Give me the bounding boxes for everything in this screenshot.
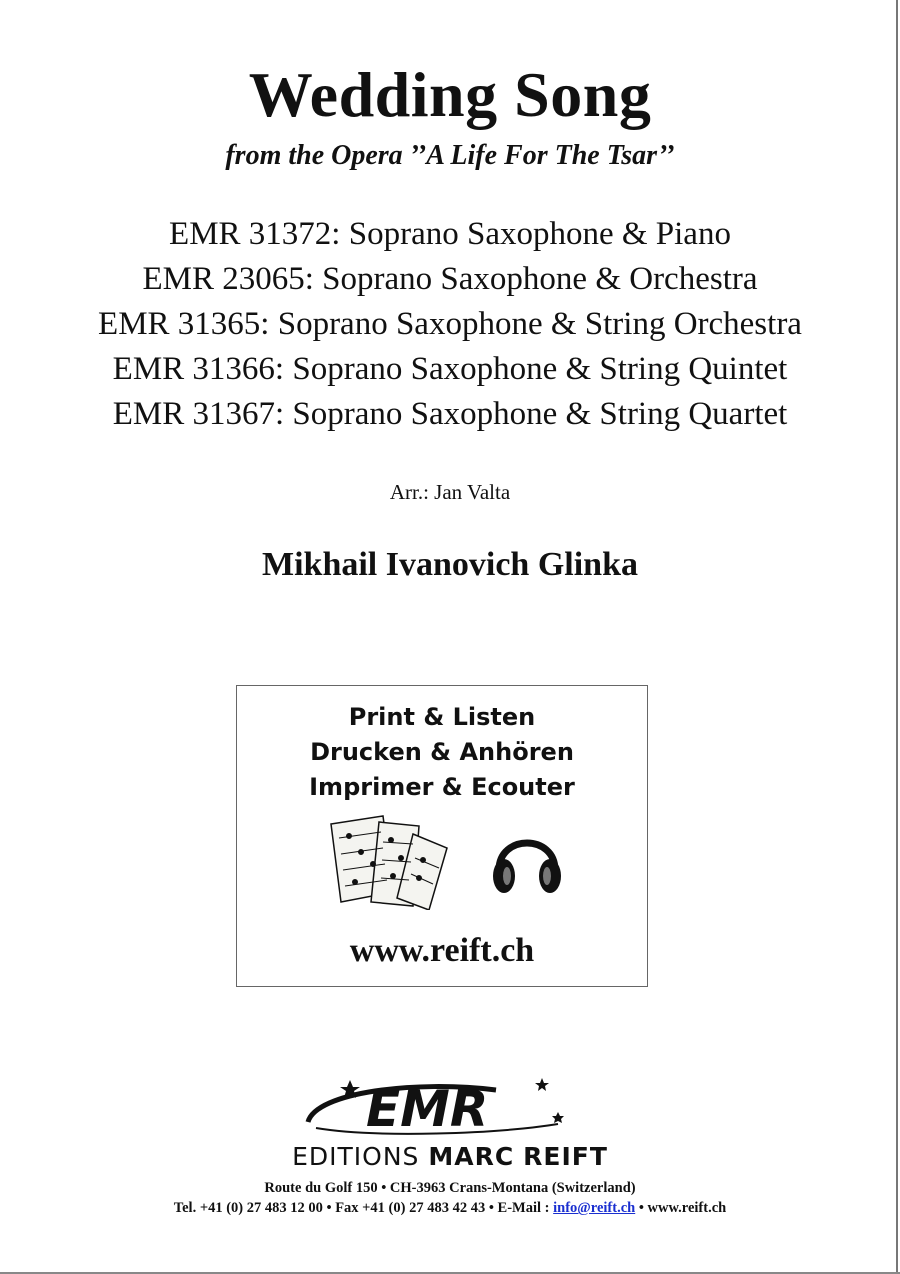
promo-line: Print & Listen [348, 703, 536, 731]
promo-url[interactable]: www.reift.ch [349, 932, 535, 969]
promo-line: Drucken & Anhören [310, 738, 574, 766]
contact-website: • www.reift.ch [635, 1200, 727, 1216]
svg-text:EMR: EMR [366, 1080, 489, 1138]
publisher-name-part: REIFT [523, 1142, 608, 1171]
page-subtitle: from the Opera ’’A Life For The Tsar’’ [225, 140, 675, 171]
sheet-music-icon [327, 814, 467, 910]
edition-item: EMR 31367: Soprano Saxophone & String Quartet [112, 396, 788, 432]
edition-item: EMR 31365: Soprano Saxophone & String Orchestra [98, 306, 802, 342]
promo-icons [237, 814, 647, 910]
edition-list [0, 212, 900, 437]
star-icon [552, 1112, 564, 1123]
emr-logo [296, 1072, 576, 1142]
publisher-name [0, 1142, 900, 1171]
publisher-name-part: EDITIONS [292, 1142, 420, 1171]
composer-name: Mikhail Ivanovich Glinka [262, 546, 638, 583]
publisher-name-part: MARC [428, 1142, 515, 1171]
print-listen-box[interactable] [236, 685, 648, 987]
email-link[interactable]: info@reift.ch [553, 1200, 636, 1216]
publisher-contact [0, 1200, 900, 1217]
promo-line: Imprimer & Ecouter [309, 773, 575, 801]
promo-text [237, 700, 647, 805]
headphones-icon [487, 820, 567, 900]
edition-item: EMR 31366: Soprano Saxophone & String Quintet [112, 351, 788, 387]
edition-item: EMR 23065: Soprano Saxophone & Orchestra [142, 261, 758, 297]
arranger-credit: Arr.: Jan Valta [389, 480, 511, 504]
edition-item: EMR 31372: Soprano Saxophone & Piano [169, 216, 731, 252]
publisher-address: Route du Golf 150 • CH-3963 Crans-Montana (Switzerland) [264, 1180, 636, 1196]
page-edge-right [896, 0, 898, 1274]
contact-phone-fax: Tel. +41 (0) 27 483 12 00 • Fax +41 (0) 27 483 42 43 • E-Mail : [173, 1200, 554, 1216]
star-icon [535, 1078, 549, 1091]
page-title: Wedding Song [248, 59, 652, 130]
